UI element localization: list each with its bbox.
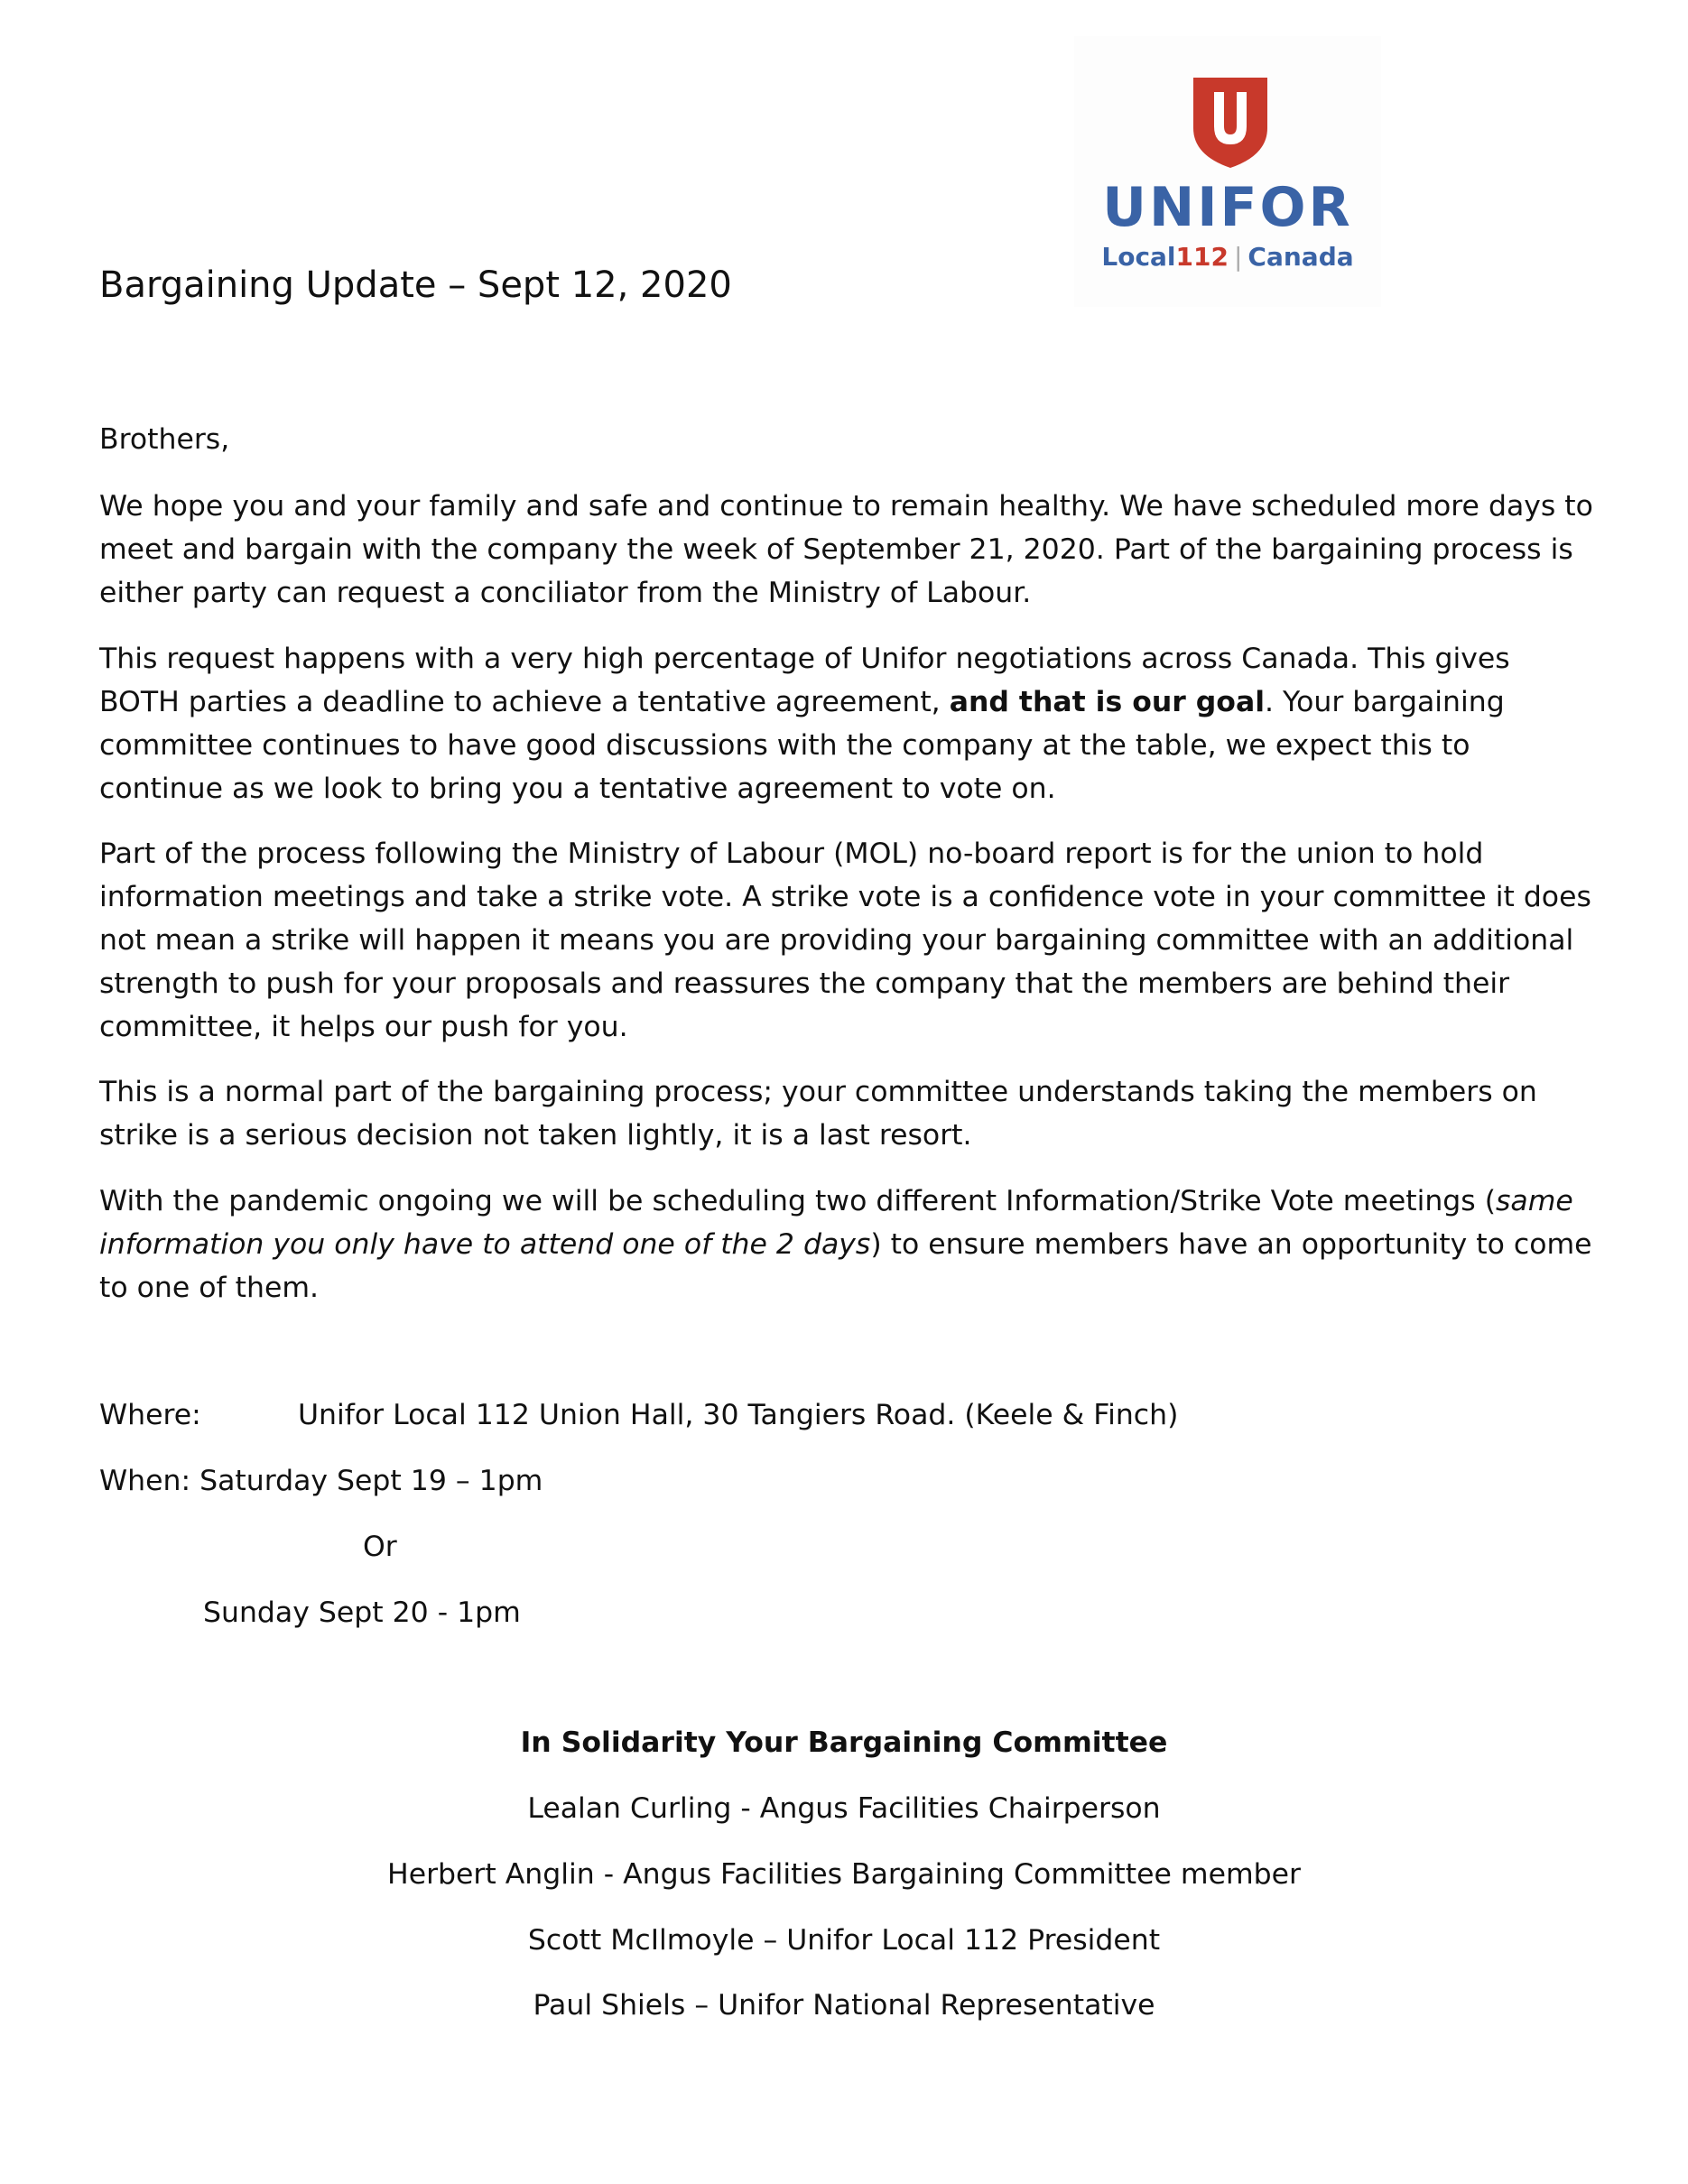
paragraph-5-text-b: ) to ensure members have an opportunity to come to one of them. <box>99 1228 1592 1304</box>
when-label: When: <box>99 1465 191 1497</box>
paragraph-4: This is a normal part of the bargaining process; your committee understands taking the members on strike is a serious decision not taken lightly, it is a last resort. <box>99 1076 1537 1152</box>
logo-wordmark: UNIFOR <box>1102 176 1353 239</box>
signature-member: Herbert Anglin - Angus Facilities Bargaining Committee member <box>387 1858 1301 1891</box>
meeting-time-1 <box>99 1459 543 1503</box>
unifor-logo <box>1074 36 1381 307</box>
when-value-1: Saturday Sept 19 – 1pm <box>199 1465 543 1497</box>
logo-subtitle <box>1074 242 1381 273</box>
paragraph-2-text-a: This request happens with a very high percentage of Unifor negotiations across Canada. This gives BOTH parties a deadline to achieve a tentative agreement, <box>99 643 1510 718</box>
signature-member: Paul Shiels – Unifor National Representative <box>533 1989 1155 2022</box>
meeting-location <box>99 1393 1178 1437</box>
signature-member: Lealan Curling - Angus Facilities Chairperson <box>527 1792 1161 1825</box>
signature-heading: In Solidarity Your Bargaining Committee <box>520 1726 1168 1759</box>
logo-local-number: 112 <box>1175 242 1229 272</box>
signature-member: Scott McIlmoyle – Unifor Local 112 President <box>527 1924 1161 1957</box>
or-label: Or <box>363 1531 397 1563</box>
paragraph-2-text-b: . Your bargaining committee continues to have good discussions with the company at the table, we expect this to continue as we look to bring you a tentative agreement to vote on. <box>99 686 1505 805</box>
paragraph-5-italic: same information you only have to attend one of the 2 days <box>99 1185 1573 1261</box>
paragraph-2-emphasis: and that is our goal <box>949 686 1266 718</box>
paragraph-5-text-a: With the pandemic ongoing we will be scheduling two different Information/Strike Vote meetings ( <box>99 1185 1497 1217</box>
where-label: Where: <box>99 1399 201 1431</box>
unifor-shield-icon <box>1190 72 1271 171</box>
logo-separator: | <box>1233 242 1243 272</box>
meeting-time-2: Sunday Sept 20 - 1pm <box>203 1596 521 1629</box>
document-title: Bargaining Update – Sept 12, 2020 <box>99 264 732 306</box>
paragraph-2 <box>99 637 1598 810</box>
paragraph-1: We hope you and your family and safe and continue to remain healthy. We have scheduled more days to meet and bargain with the company the week of September 21, 2020. Part of the bargaining process is either party can request a conciliator from the Ministry of Labour. <box>99 490 1593 609</box>
logo-country: Canada <box>1247 242 1354 272</box>
greeting: Brothers, <box>99 423 230 456</box>
logo-local-label: Local <box>1101 242 1176 272</box>
paragraph-3: Part of the process following the Ministry of Labour (MOL) no-board report is for the union to hold information meetings and take a strike vote. A strike vote is a confidence vote in your committee it does not mean a strike will happen it means you are providing your bargaining committee with an additional strength to push for your proposals and reassures the company that the members are behind their committee, it helps our push for you. <box>99 838 1591 1043</box>
paragraph-5 <box>99 1180 1598 1309</box>
where-value: Unifor Local 112 Union Hall, 30 Tangiers Road. (Keele & Finch) <box>298 1399 1179 1431</box>
